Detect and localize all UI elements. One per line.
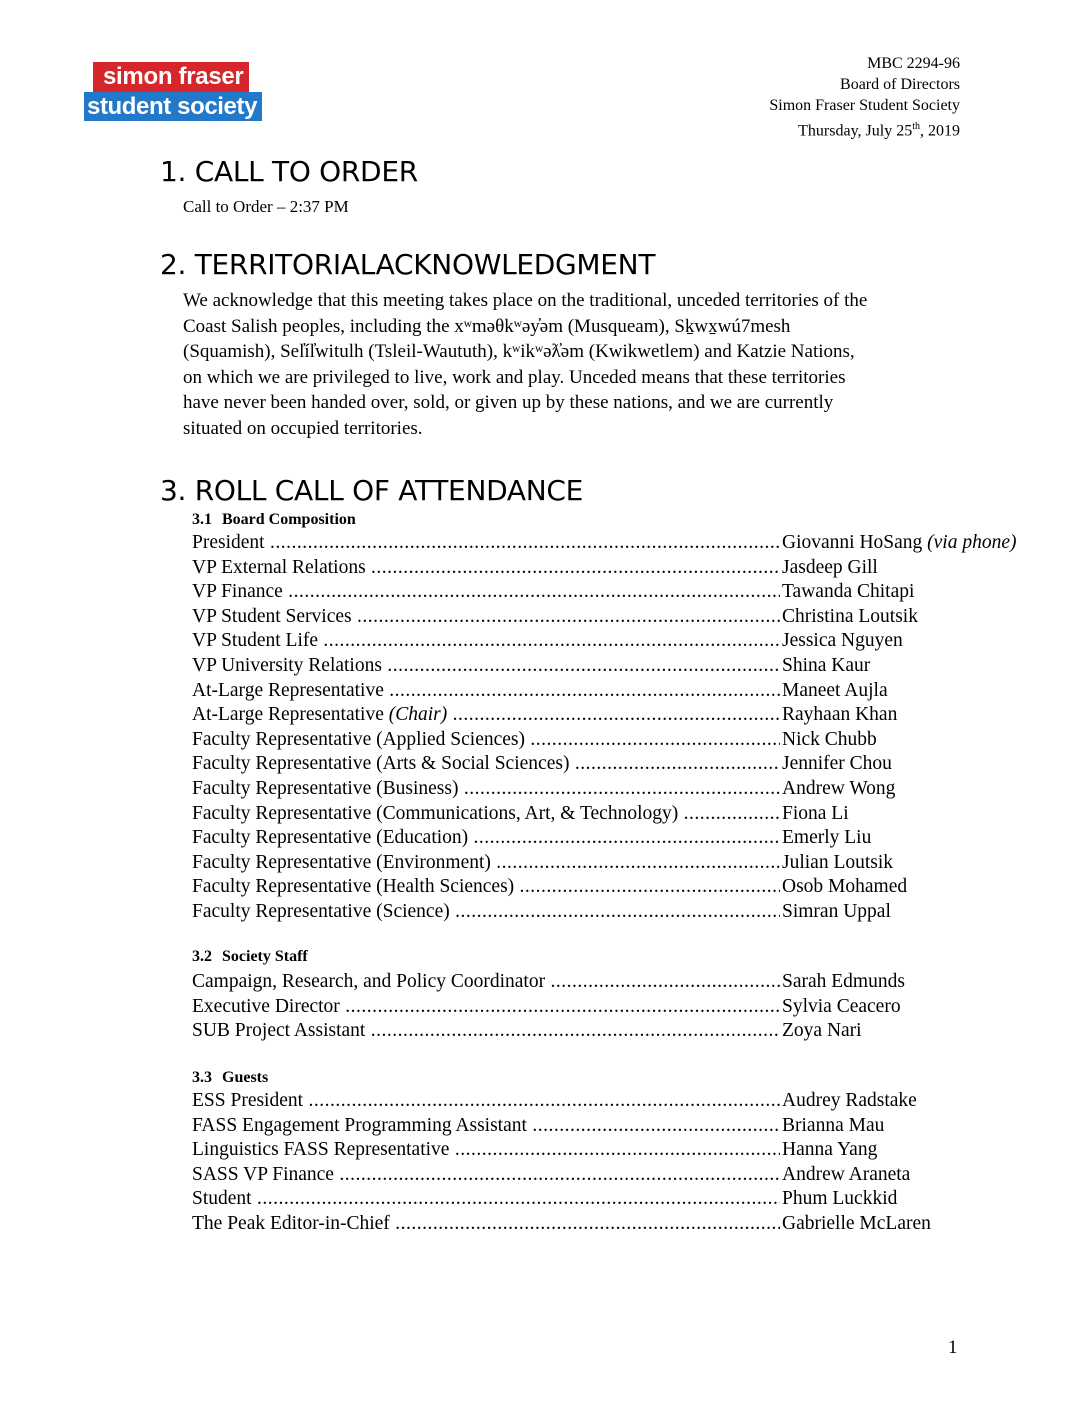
attendance-row [192,679,1088,704]
role-label: VP Student Services [192,605,352,627]
attendee-name [782,1187,897,1212]
role-label: At-Large Representative [192,679,384,701]
board-attendance-list [192,531,1088,925]
attendance-row [192,1163,1088,1188]
attendance-role [192,875,780,900]
society-name: Simon Fraser Student Society [769,97,960,114]
attendee-name-text: Brianna Mau [782,1114,885,1136]
attendance-row [192,851,1088,876]
subsection-number: 3.2 [192,948,212,965]
attendance-role [192,728,780,753]
acknowledgment-line: (Squamish), Sel̓íl̓witulh (Tsleil-Waututh), kʷikʷəƛ̓əm (Kwikwetlem) and Katzie Nations, [183,341,855,362]
attendee-name-text: Shina Kaur [782,654,871,676]
attendee-name [782,1089,917,1114]
attendance-role [192,1163,780,1188]
attendee-name [782,851,893,876]
attendance-row [192,605,1088,630]
attendee-name-text: Andrew Araneta [782,1163,911,1185]
acknowledgment-line: situated on occupied territories. [183,417,423,439]
role-label: ESS President [192,1090,304,1111]
subsection-title: Board Composition [222,511,356,528]
acknowledgment-line: We acknowledge that this meeting takes place on the traditional, unceded territories of the [183,290,868,311]
attendee-name [782,1163,910,1188]
attendee-name [782,728,877,753]
attendee-name [782,1114,884,1139]
role-label: Faculty Representative (Communications, Art, & Technology) [192,802,679,824]
role-label: President [192,532,265,553]
attendance-role [192,752,780,777]
role-label: Linguistics FASS Representative [192,1139,450,1161]
attendee-name [782,1212,931,1237]
attendee-name-text: Phum Luckkid [782,1188,898,1210]
attendee-name [782,1138,877,1163]
attendee-name-text: Tawanda Chitapi [782,581,915,603]
role-label: SASS VP Finance [192,1163,334,1185]
attendance-role [192,556,780,581]
attendee-name [782,802,849,827]
attendance-role [192,1089,780,1114]
attendance-row [192,728,1088,753]
role-label: Faculty Representative (Business) [192,777,459,799]
attendee-name-text: Giovanni HoSang [782,532,923,553]
attendee-name [782,605,918,630]
attendance-row [192,777,1088,802]
role-label: Faculty Representative (Environment) [192,851,491,873]
attendance-row [192,802,1088,827]
attendee-name [782,875,907,900]
attendance-role [192,1019,780,1044]
attendance-role [192,605,780,630]
role-label: VP Student Life [192,630,319,652]
role-label: VP External Relations [192,556,366,578]
call-to-order-text: Call to Order – 2:37 PM [183,197,349,216]
role-note: (Chair) [388,704,448,726]
page-number: 1 [948,1337,958,1358]
attendance-role [192,802,780,827]
attendance-role [192,826,780,851]
attendee-name-text: Sarah Edmunds [782,971,905,992]
attendee-name-text: Jessica Nguyen [782,630,903,652]
role-label: VP Finance [192,581,283,603]
attendance-row [192,629,1088,654]
attendance-role [192,1212,780,1237]
attendee-name-text: Rayhaan Khan [782,704,898,726]
attendance-row [192,752,1088,777]
attendance-row [192,703,1088,728]
attendee-name-text: Audrey Radstake [782,1090,917,1111]
attendance-role [192,654,780,679]
role-label: Executive Director [192,995,340,1017]
logo-text-line1: simon fraser [93,62,249,92]
document-header [769,53,960,141]
attendance-row [192,1089,1088,1114]
attendance-row [192,826,1088,851]
attendance-row [192,875,1088,900]
attendee-name-text: Gabrielle McLaren [782,1212,931,1234]
attendance-row [192,654,1088,679]
attendance-role [192,900,780,925]
role-label: Faculty Representative (Applied Sciences) [192,728,526,750]
attendee-name [782,703,897,728]
role-label: Campaign, Research, and Policy Coordinator [192,971,546,992]
subsection-society-staff [192,948,308,966]
attendee-name-text: Christina Loutsik [782,605,918,627]
attendance-row [192,1114,1088,1139]
logo-text-line2: student society [84,92,262,121]
role-label: FASS Engagement Programming Assistant [192,1114,527,1136]
attendee-name-text: Osob Mohamed [782,876,908,898]
role-label: Faculty Representative (Science) [192,900,450,922]
attendee-name [782,531,1017,556]
attendee-name-text: Fiona Li [782,802,849,824]
role-label: VP University Relations [192,654,382,676]
attendee-name [782,1019,862,1044]
subsection-number: 3.3 [192,1069,212,1086]
attendee-name [782,826,871,851]
attendance-row [192,556,1088,581]
attendee-name-text: Andrew Wong [782,777,896,799]
attendee-name [782,629,903,654]
attendance-role [192,851,780,876]
attendance-role [192,679,780,704]
section-heading-call-to-order: 1. CALL TO ORDER [160,155,418,188]
attendee-name [782,580,914,605]
attendee-name [782,995,901,1020]
attendance-role [192,1187,780,1212]
attendee-name [782,900,891,925]
attendee-name-text: Nick Chubb [782,728,877,750]
attendance-row [192,580,1088,605]
attendee-name-text: Emerly Liu [782,827,872,849]
subsection-guests [192,1069,268,1087]
attendee-name-text: Jasdeep Gill [782,556,878,578]
role-label: Faculty Representative (Arts & Social Sciences) [192,753,570,775]
guest-attendance-list [192,1089,1088,1237]
board-name: Board of Directors [840,76,960,93]
role-label: SUB Project Assistant [192,1020,366,1042]
attendee-name [782,970,905,995]
attendee-name-text: Hanna Yang [782,1139,878,1161]
attendance-row [192,531,1088,556]
acknowledgment-line: on which we are privileged to live, work and play. Unceded means that these territories [183,366,846,388]
attendance-row [192,1187,1088,1212]
attendance-role [192,995,780,1020]
attendance-role [192,531,780,556]
acknowledgment-line: Coast Salish peoples, including the xʷməθkʷəy̓əm (Musqueam), Sḵwx̱wú7mesh [183,315,791,337]
attendee-note: (via phone) [927,532,1017,553]
sfss-logo [84,62,262,121]
attendance-row [192,1138,1088,1163]
attendee-name [782,752,892,777]
attendance-row [192,1212,1088,1237]
attendance-row [192,970,1088,995]
subsection-number: 3.1 [192,511,212,528]
attendee-name-text: Maneet Aujla [782,679,888,701]
attendance-role [192,629,780,654]
role-label: Faculty Representative (Health Sciences) [192,876,515,898]
attendee-name-text: Zoya Nari [782,1020,862,1042]
attendance-role [192,703,780,728]
acknowledgment-line: have never been handed over, sold, or given up by these nations, and we are currently [183,392,834,413]
attendee-name [782,679,888,704]
section-heading-roll-call: 3. ROLL CALL OF ATTENDANCE [160,474,584,507]
attendance-role [192,1138,780,1163]
attendance-role [192,777,780,802]
meeting-code: MBC 2294-96 [867,55,960,72]
attendee-name-text: Simran Uppal [782,900,891,922]
role-label: Student [192,1188,252,1210]
subsection-board-composition [192,511,356,529]
role-label: The Peak Editor-in-Chief [192,1212,390,1234]
attendee-name-text: Julian Loutsik [782,851,894,873]
acknowledgment-paragraph [183,288,973,441]
subsection-title: Guests [222,1069,269,1086]
attendance-row [192,1019,1088,1044]
attendance-role [192,580,780,605]
subsection-title: Society Staff [222,948,308,965]
staff-attendance-list [192,970,1088,1044]
attendee-name [782,654,870,679]
role-label: Faculty Representative (Education) [192,827,469,849]
attendee-name-text: Jennifer Chou [782,753,892,775]
attendance-role [192,1114,780,1139]
attendee-name [782,777,895,802]
role-label: At-Large Representative [192,704,384,726]
meeting-date: Thursday, July 25th, 2019 [798,121,960,140]
attendance-role [192,970,780,995]
section-heading-territorial-acknowledgment: 2. TERRITORIALACKNOWLEDGMENT [160,248,656,281]
attendee-name-text: Sylvia Ceacero [782,995,901,1017]
attendance-row [192,995,1088,1020]
attendee-name [782,556,878,581]
attendance-row [192,900,1088,925]
